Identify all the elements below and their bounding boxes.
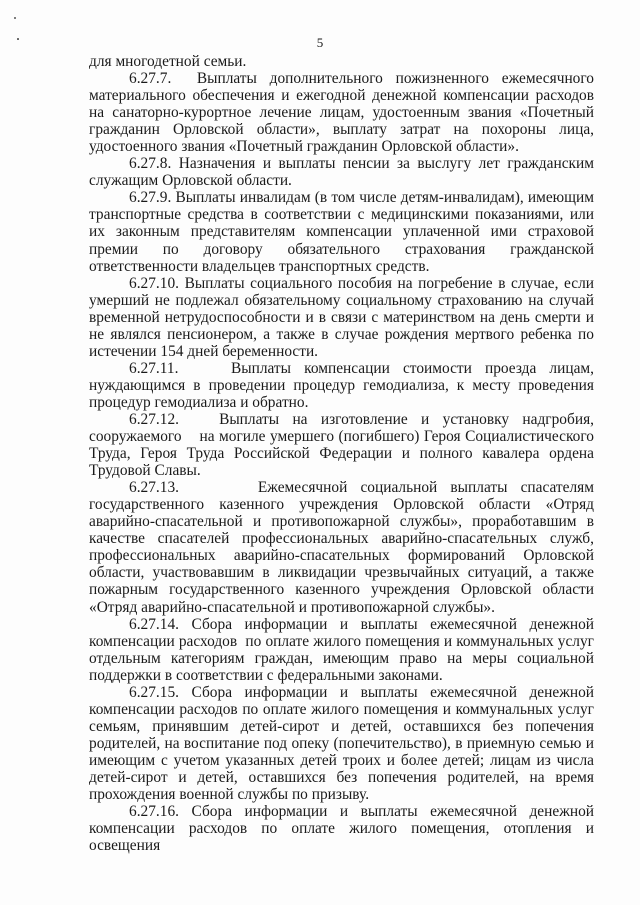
- paragraph-6-27-7: 6.27.7. Выплаты дополнительного пожизненного ежемесячного материального обеспечения и ежегодной денежной компенсации расходов на санаторно-курортное лечение лицам, удостоенным звания «Почетный гражданин Орловской области», выплату затрат на похороны лица, удостоенного звания «Почетный гражданин Орловской области».: [89, 70, 594, 156]
- document-body: [89, 53, 594, 854]
- paragraph-6-27-13: 6.27.13. Ежемесячной социальной выплаты спасателям государственного казенного учреждения Орловской области «Отряд аварийно-спасательной и противопожарной службы», проработавшим в качестве спасателей профессиональных аварийно-спасательных служб, профессиональных аварийно-спасательных формирований Орловской области, участвовавшим в ликвидации чрезвычайных ситуаций, а также пожарным государственного казенного учреждения Орловской области «Отряд аварийно-спасательной и противопожарной службы».: [89, 479, 594, 616]
- scan-speck: [14, 17, 16, 19]
- paragraph-6-27-9: 6.27.9. Выплаты инвалидам (в том числе детям-инвалидам), имеющим транспортные средства в соответствии с медицинскими показаниями, или их законным представителям компенсации уплаченной ими страховой премии по договору обязательного страхования гражданской ответственности владельцев транспортных средств.: [89, 189, 594, 275]
- paragraph-6-27-12: 6.27.12. Выплаты на изготовление и установку надгробия, сооружаемого на могиле умершего (погибшего) Героя Социалистического Труда, Героя Труда Российской Федерации и полного кавалера ордена Трудовой Славы.: [89, 410, 594, 480]
- paragraph-continuation: для многодетной семьи.: [89, 53, 247, 70]
- paragraph-6-27-15: 6.27.15. Сбора информации и выплаты ежемесячной денежной компенсации расходов по оплате жилого помещения и коммунальных услуг семьям, принявшим детей-сирот и детей, оставшихся без попечения родителей, на воспитание под опеку (попечительство), в приемную семью и имеющим с учетом указанных детей троих и более детей; лицам из числа детей-сирот и детей, оставшихся без попечения родителей, на время прохождения военной службы по призыву.: [89, 683, 594, 804]
- paragraph-6-27-8: 6.27.8. Назначения и выплаты пенсии за выслугу лет гражданским служащим Орловской области.: [89, 155, 594, 190]
- page-number: 5: [316, 35, 324, 50]
- paragraph-6-27-11: 6.27.11. Выплаты компенсации стоимости проезда лицам, нуждающимся в проведении процедур гемодиализа, к месту проведения процедур гемодиализа и обратно.: [89, 359, 594, 411]
- paragraph-6-27-16: 6.27.16. Сбора информации и выплаты ежемесячной денежной компенсации расходов по оплате жилого помещения, отопления и освещения: [89, 803, 594, 855]
- paragraph-6-27-10: 6.27.10. Выплаты социального пособия на погребение в случае, если умерший не подлежал обязательному социальному страхованию на случай временной нетрудоспособности и в связи с материнством на день смерти и не являлся пенсионером, а также в случае рождения мертвого ребенка по истечении 154 дней беременности.: [89, 274, 594, 360]
- paragraph-6-27-14: 6.27.14. Сбора информации и выплаты ежемесячной денежной компенсации расходов по оплате жилого помещения и коммунальных услуг отдельным категориям граждан, имеющим право на меры социальной поддержки в соответствии с федеральными законами.: [89, 615, 594, 684]
